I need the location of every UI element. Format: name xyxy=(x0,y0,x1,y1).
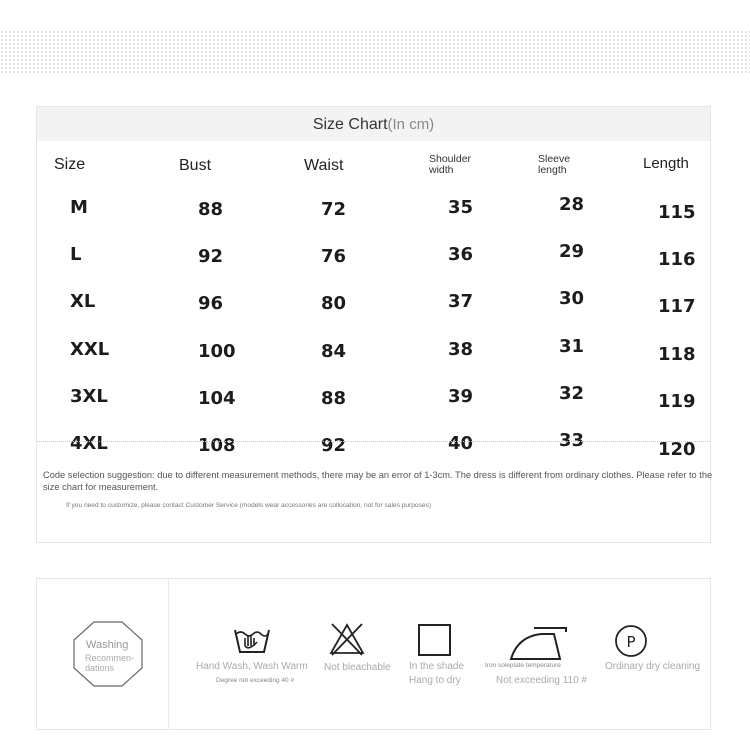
shade-dry-label: In the shade xyxy=(409,661,465,672)
header-size: Size xyxy=(54,156,86,173)
cell-bust: 108 xyxy=(198,435,236,456)
cell-bust: 104 xyxy=(198,388,236,409)
cell-shoulder: 40 xyxy=(448,433,474,454)
header-shoulder-line1: Shoulder xyxy=(429,153,472,165)
cell-sleeve: 33 xyxy=(559,430,585,451)
cell-sleeve: 30 xyxy=(559,288,585,309)
dry-clean-p-icon xyxy=(613,624,649,658)
cell-bust: 100 xyxy=(198,341,236,362)
header-length: Length xyxy=(643,155,689,172)
washing-badge-subtitle: Recommen-dations xyxy=(85,653,135,673)
header-sleeve-line1: Sleeve xyxy=(538,153,571,165)
cell-shoulder: 39 xyxy=(448,386,474,407)
cell-size: 4XL xyxy=(70,433,108,454)
header-shoulder-line2: width xyxy=(429,164,454,176)
header-sleeve xyxy=(538,154,570,176)
cell-waist: 88 xyxy=(321,388,347,409)
title-unit: (In cm) xyxy=(387,116,435,133)
washing-divider xyxy=(168,579,169,729)
iron-label: Iron soleplate temperature xyxy=(485,662,561,669)
shade-dry-icon xyxy=(417,623,453,657)
title-text: Size Chart xyxy=(312,116,388,133)
cell-length: 118 xyxy=(658,344,696,365)
cell-size: L xyxy=(70,244,82,265)
header-shoulder xyxy=(429,154,471,176)
cell-length: 115 xyxy=(658,202,696,223)
cell-size: 3XL xyxy=(70,386,108,407)
iron-sublabel: Not exceeding 110 # xyxy=(496,675,587,686)
washing-badge-title: Washing xyxy=(86,639,129,651)
cell-length: 116 xyxy=(658,249,696,270)
header-bust: Bust xyxy=(179,157,212,174)
cell-sleeve: 28 xyxy=(559,194,585,215)
no-bleach-icon xyxy=(328,622,366,656)
cell-length: 120 xyxy=(658,439,696,460)
header-waist: Waist xyxy=(304,157,344,174)
cell-waist: 84 xyxy=(321,341,347,362)
cell-shoulder: 37 xyxy=(448,291,474,312)
cell-bust: 88 xyxy=(198,199,224,220)
cell-waist: 72 xyxy=(321,199,347,220)
cell-sleeve: 31 xyxy=(559,336,585,357)
cell-waist: 80 xyxy=(321,293,347,314)
measurement-note: Code selection suggestion: due to different measurement methods, there may be an error of 1-3cm. The dress is different from ordinary clothes. Please refer to the size chart for measurement. xyxy=(43,470,713,492)
dotted-banner xyxy=(0,30,750,74)
cell-length: 117 xyxy=(658,296,696,317)
cell-shoulder: 35 xyxy=(448,197,474,218)
cell-sleeve: 32 xyxy=(559,383,585,404)
dry-clean-glyph: P xyxy=(626,633,636,651)
cell-shoulder: 36 xyxy=(448,244,474,265)
cell-bust: 92 xyxy=(198,246,224,267)
header-sleeve-line2: length xyxy=(538,164,567,176)
size-chart-title xyxy=(37,107,710,141)
cell-size: XL xyxy=(70,291,96,312)
cell-sleeve: 29 xyxy=(559,241,585,262)
cell-length: 119 xyxy=(658,391,696,412)
hand-wash-icon xyxy=(233,624,271,656)
cell-waist: 76 xyxy=(321,246,347,267)
cell-waist: 92 xyxy=(321,435,347,456)
cell-shoulder: 38 xyxy=(448,339,474,360)
no-bleach-label: Not bleachable xyxy=(324,662,391,673)
shade-dry-sublabel: Hang to dry xyxy=(409,675,461,686)
cell-bust: 96 xyxy=(198,293,224,314)
hand-wash-sublabel: Degree not exceeding 40 # xyxy=(216,677,295,684)
iron-icon xyxy=(508,626,574,662)
dry-clean-label: Ordinary dry cleaning xyxy=(605,661,701,672)
cell-size: M xyxy=(70,197,88,218)
cell-size: XXL xyxy=(70,339,110,360)
customize-note: If you need to customize, please contact Customer Service (models wear accessories are collocation, not for sales purposes) xyxy=(66,502,432,509)
hand-wash-label: Hand Wash, Wash Warm xyxy=(196,661,308,672)
